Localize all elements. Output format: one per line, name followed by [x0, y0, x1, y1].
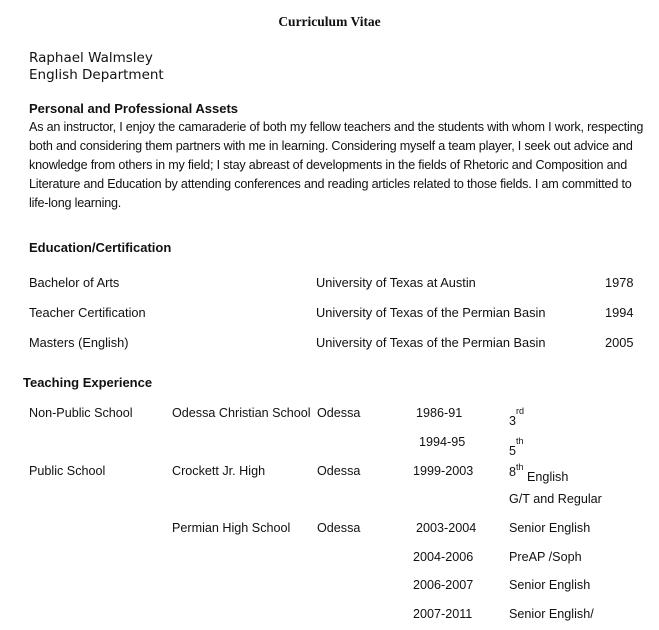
- teaching-grade: Senior English/: [509, 607, 594, 621]
- education-year: 1978: [605, 275, 634, 290]
- teaching-heading: Teaching Experience: [23, 375, 153, 390]
- teaching-years: 2004-2006: [413, 550, 474, 564]
- author-name: Raphael Walmsley: [29, 50, 153, 66]
- document-title: Curriculum Vitae: [278, 14, 381, 29]
- teaching-grade: G/T and Regular: [509, 492, 602, 506]
- teaching-city: Odessa: [317, 406, 361, 420]
- teaching-school: Permian High School: [172, 521, 291, 535]
- teaching-school: Crockett Jr. High: [172, 464, 266, 478]
- education-heading: Education/Certification: [29, 240, 172, 255]
- teaching-grade: [509, 436, 524, 458]
- education-school: University of Texas at Austin: [316, 275, 476, 290]
- teaching-years: 2003-2004: [416, 521, 477, 535]
- education-year: 2005: [605, 335, 634, 350]
- teaching-city: Odessa: [317, 464, 361, 478]
- assets-heading: Personal and Professional Assets: [29, 101, 239, 116]
- teaching-years: 2007-2011: [413, 607, 473, 621]
- teaching-type: Non-Public School: [29, 406, 133, 420]
- teaching-years: 1994-95: [419, 435, 466, 449]
- teaching-grade: PreAP /Soph: [509, 550, 582, 564]
- grade-ordinal-suffix: th: [516, 462, 524, 472]
- education-degree: Bachelor of Arts: [29, 275, 120, 290]
- grade-number: 8: [509, 465, 517, 479]
- teaching-school: Odessa Christian School: [172, 406, 311, 420]
- teaching-city: Odessa: [317, 521, 361, 535]
- teaching-grade: Senior English: [509, 521, 591, 535]
- education-school: University of Texas of the Permian Basin: [316, 305, 546, 320]
- education-degree: Masters (English): [29, 335, 129, 350]
- education-year: 1994: [605, 305, 634, 320]
- teaching-years: 1999-2003: [413, 464, 474, 478]
- grade-number: 3: [509, 414, 517, 428]
- teaching-grade: [509, 462, 569, 484]
- education-degree: Teacher Certification: [29, 305, 146, 320]
- teaching-years: 1986-91: [416, 406, 463, 420]
- grade-number: 5: [509, 444, 517, 458]
- grade-ordinal-suffix: th: [516, 436, 524, 446]
- author-department: English Department: [29, 67, 164, 83]
- teaching-grade: Senior English: [509, 578, 591, 592]
- grade-ordinal-suffix: rd: [516, 406, 525, 416]
- teaching-years: 2006-2007: [413, 578, 474, 592]
- assets-paragraph: As an instructor, I enjoy the camaraderie of both my fellow teachers and the students with whom I work, respecting both and considering them partners with me in learning. Considering myself a team player, I seek out advice and knowledge from others in my field; I stay abreast of developments in the fields of Rhetoric and Composition and Literature and Education by attending conferences and reading articles related to those fields. I am committed to life-long learning.: [29, 120, 644, 210]
- teaching-grade: [509, 406, 524, 428]
- education-school: University of Texas of the Permian Basin: [316, 335, 546, 350]
- teaching-type: Public School: [29, 464, 106, 478]
- grade-subject: English: [523, 470, 569, 484]
